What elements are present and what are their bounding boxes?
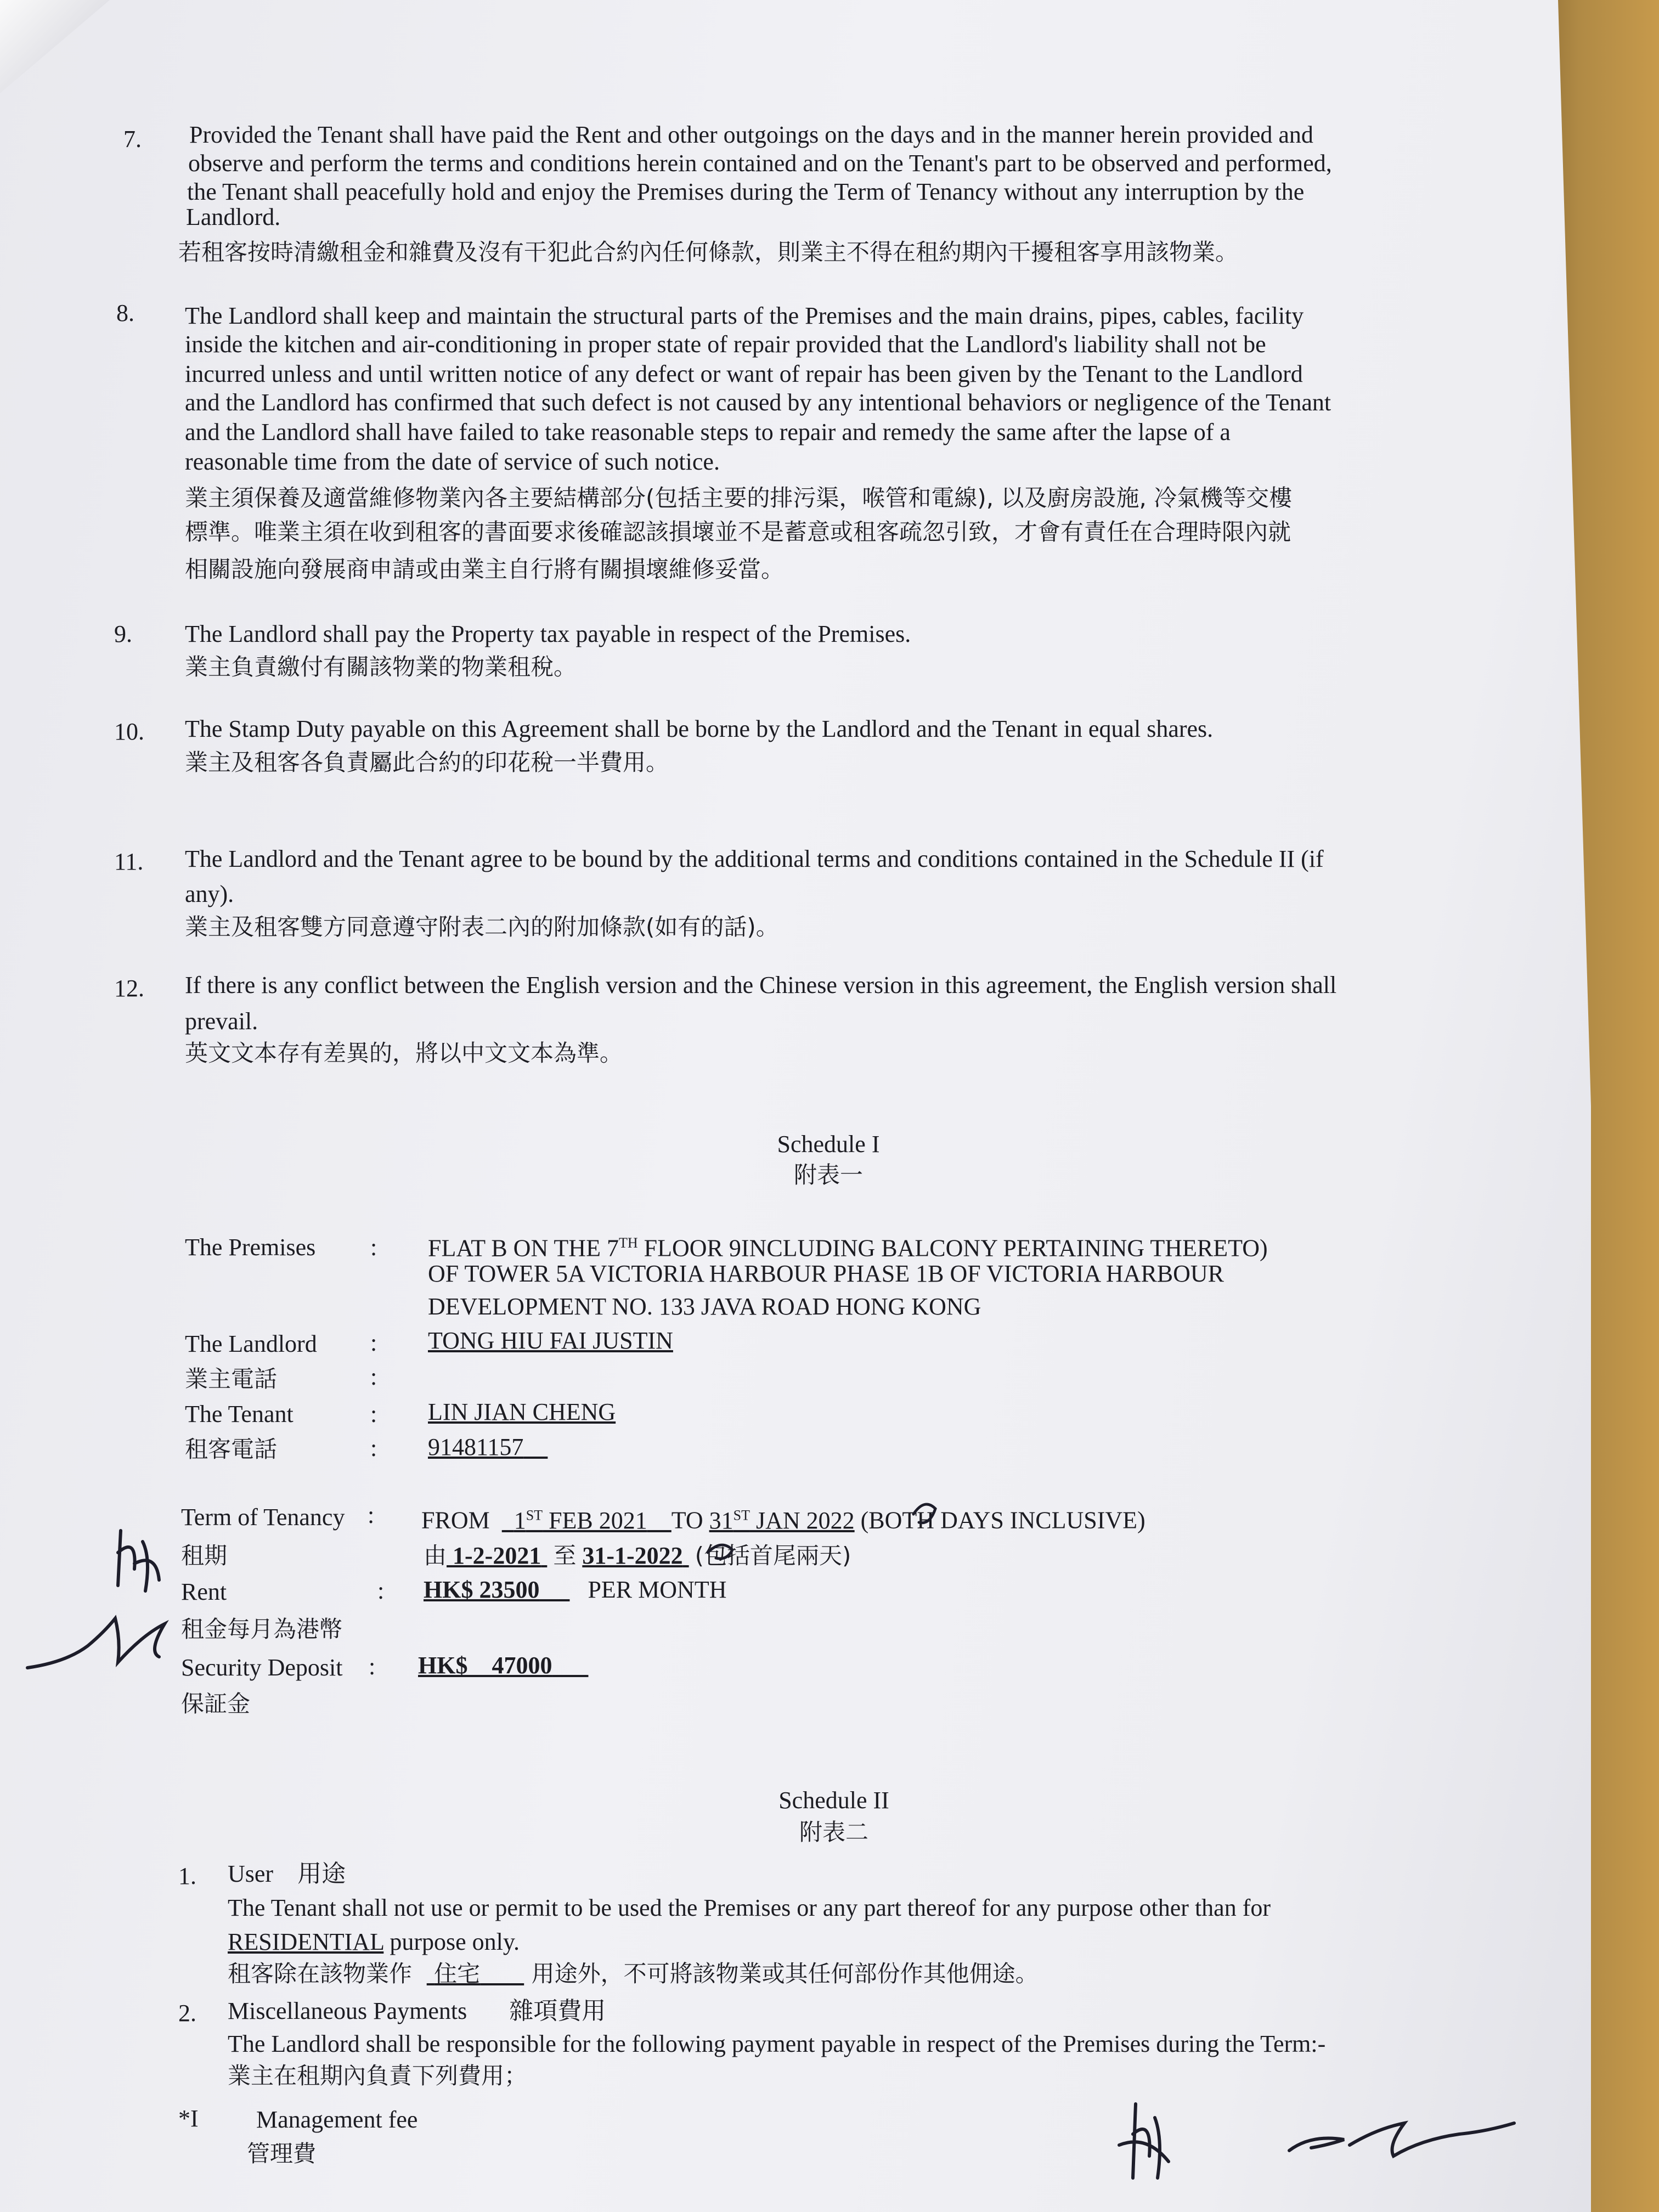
term-end-correction-mark — [908, 1492, 946, 1531]
clause-8-number: 8. — [116, 300, 134, 326]
tenant-phone-label: 租客電話 — [185, 1436, 278, 1463]
schedule-1-title-cn: 附表一 — [793, 1161, 863, 1188]
clause-9-number: 9. — [114, 620, 132, 647]
schedule-2-item-1-title: User 用途 — [228, 1860, 346, 1887]
clause-8-line-3: incurred unless and until written notice of any defect or want of repair has been given by the Tenant to the Landlord — [185, 360, 1303, 387]
initial-signature-left — [104, 1520, 170, 1602]
term-english: FROM 1ST FEB 2021 TO 31ST JAN 2022 (BOTH DAYS INCLUSIVE) — [421, 1506, 1146, 1534]
landlord-name: TONG HIU FAI JUSTIN — [428, 1327, 673, 1354]
clause-8-chinese-2: 標準。唯業主須在收到租客的書面要求後確認該損壞並不是蓄意或租客疏忽引致，才會有責任在合理時限內就 — [185, 518, 1291, 545]
deposit-value: HK$ 47000 — [418, 1652, 552, 1679]
clause-7-line-3: the Tenant shall peacefully hold and enjoy the Premises during the Term of Tenancy without any interruption by the — [187, 178, 1305, 205]
schedule-2-item-1-chinese: 租客除在該物業作 住宅 用途外，不可將該物業或其任何部份作其他佣途。 — [228, 1960, 1039, 1987]
tenant-phone-colon: : — [370, 1435, 377, 1462]
tenant-phone-number: 91481157 — [428, 1434, 524, 1460]
sub-item-1-title: Management fee — [256, 2106, 418, 2133]
clause-8-line-1: The Landlord shall keep and maintain the structural parts of the Premises and the main drains, pipes, cables, facility — [185, 302, 1304, 329]
clause-10-number: 10. — [114, 718, 144, 745]
clause-12-line-1: If there is any conflict between the English version and the Chinese version in this agreement, the English version shall — [185, 972, 1337, 998]
rent-cn-label: 租金每月為港幣 — [181, 1616, 343, 1643]
clause-7-number: 7. — [123, 126, 142, 153]
clause-9-line-1: The Landlord shall pay the Property tax payable in respect of the Premises. — [185, 620, 911, 647]
schedule-2-item-2-chinese: 業主在租期內負責下列費用； — [228, 2062, 528, 2089]
clause-11-line-2: any). — [185, 881, 234, 907]
signature-left — [22, 1602, 198, 1684]
schedule-2-item-1-line-2: RESIDENTIAL purpose only. — [228, 1928, 520, 1955]
clause-8-chinese-1: 業主須保養及適當維修物業內各主要結構部分(包括主要的排污渠，喉管和電線), 以及廚房設施, 冷氣機等交樓 — [185, 484, 1293, 511]
clause-7-line-1: Provided the Tenant shall have paid the Rent and other outgoings on the days and in the manner herein provided and — [189, 121, 1313, 148]
tenant-label: The Tenant — [185, 1401, 294, 1427]
schedule-2-item-2-line-1: The Landlord shall be responsible for the following payment payable in respect of the Premises during the Term:- — [228, 2030, 1326, 2057]
term-colon: : — [368, 1502, 375, 1528]
landlord-phone-label: 業主電話 — [185, 1365, 278, 1392]
clause-7-line-2: observe and perform the terms and conditions herein contained and on the Tenant's part to be observed and performed, — [188, 150, 1332, 177]
schedule-2-title: Schedule II — [778, 1787, 889, 1814]
sub-item-1-chinese: 管理費 — [247, 2140, 317, 2167]
term-cn-correction-mark — [702, 1531, 741, 1569]
premises-line-3: DEVELOPMENT NO. 133 JAVA ROAD HONG KONG — [428, 1293, 981, 1320]
term-label: Term of Tenancy — [181, 1504, 345, 1531]
clause-12-line-2: prevail. — [185, 1008, 258, 1035]
premises-line-2: OF TOWER 5A VICTORIA HARBOUR PHASE 1B OF VICTORIA HARBOUR — [428, 1260, 1224, 1287]
clause-7-chinese: 若租客按時清繳租金和雜費及沒有干犯此合約內任何條款，則業主不得在租約期內干擾租客享用該物業。 — [178, 239, 1239, 266]
term-chinese: 由 1-2-2021 至 31-1-2022 (包括首尾兩天) — [424, 1542, 851, 1569]
initial-signature-bottom — [1108, 2096, 1185, 2183]
landlord-colon: : — [370, 1329, 377, 1356]
schedule-2-item-1-line-1: The Tenant shall not use or permit to be used the Premises or any part thereof for any purpose other than for — [228, 1894, 1271, 1921]
clause-7-line-4: Landlord. — [186, 204, 281, 230]
premises-colon: : — [370, 1234, 377, 1261]
premises-label: The Premises — [185, 1234, 316, 1261]
rent-colon: : — [377, 1577, 385, 1604]
signature-bottom — [1278, 2107, 1525, 2172]
clause-8-line-2: inside the kitchen and air-conditioning in proper state of repair provided that the Landlord's liability shall not be — [185, 331, 1266, 358]
schedule-2-item-2-title: Miscellaneous Payments 雜項費用 — [228, 1997, 606, 2024]
deposit-label: Security Deposit — [181, 1654, 343, 1681]
clause-11-line-1: The Landlord and the Tenant agree to be bound by the additional terms and conditions contained in the Schedule II (if — [185, 845, 1324, 872]
rent-value-line: HK$ 23500 PER MONTH — [424, 1576, 727, 1603]
clause-8-line-6: reasonable time from the date of service of such notice. — [185, 448, 720, 475]
premises-line-1: FLAT B ON THE 7TH FLOOR 9INCLUDING BALCONY PERTAINING THERETO) — [428, 1234, 1268, 1262]
clause-12-chinese: 英文文本存有差異的，將以中文文本為準。 — [185, 1040, 623, 1066]
clause-8-line-4: and the Landlord has confirmed that such defect is not caused by any intentional behaviors or negligence of the Tenant — [185, 389, 1331, 416]
schedule-2-item-2-number: 2. — [178, 2000, 196, 2027]
clause-12-number: 12. — [114, 975, 144, 1002]
schedule-2-item-1-number: 1. — [178, 1863, 196, 1889]
schedule-1-title: Schedule I — [777, 1131, 880, 1158]
clause-8-line-5: and the Landlord shall have failed to take reasonable steps to repair and remedy the same after the lapse of a — [185, 419, 1231, 445]
clause-10-chinese: 業主及租客各負責屬此合約的印花稅一半費用。 — [185, 749, 669, 776]
clause-10-line-1: The Stamp Duty payable on this Agreement shall be borne by the Landlord and the Tenant in equal shares. — [185, 715, 1214, 742]
rent-label: Rent — [181, 1578, 227, 1605]
clause-9-chinese: 業主負責繳付有關該物業的物業租稅。 — [185, 653, 577, 680]
sub-item-1-number: *I — [178, 2105, 199, 2132]
tenant-name: LIN JIAN CHENG — [428, 1398, 616, 1425]
schedule-2-title-cn: 附表二 — [799, 1819, 868, 1846]
landlord-label: The Landlord — [185, 1330, 317, 1357]
deposit-colon: : — [369, 1653, 376, 1680]
landlord-phone-colon: : — [370, 1363, 377, 1390]
deposit-cn-label: 保証金 — [181, 1690, 251, 1717]
clause-8-chinese-3: 相關設施向發展商申請或由業主自行將有關損壞維修妥當。 — [185, 556, 785, 583]
clause-11-chinese: 業主及租客雙方同意遵守附表二內的附加條款(如有的話)。 — [185, 913, 779, 940]
clause-11-number: 11. — [114, 848, 144, 875]
tenant-colon: : — [370, 1401, 377, 1427]
term-cn-label: 租期 — [181, 1542, 228, 1569]
